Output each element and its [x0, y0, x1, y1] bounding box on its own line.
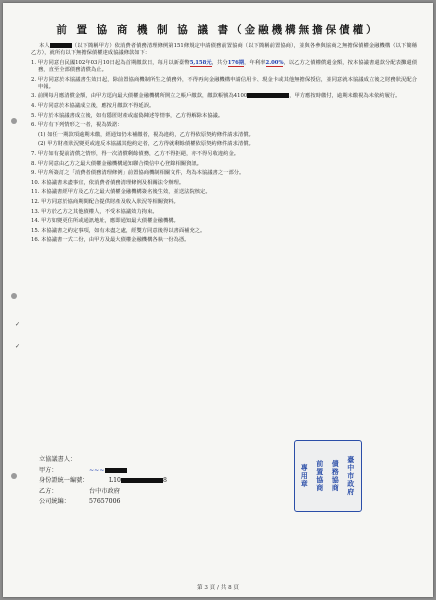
clause-text: 甲方同意自民國102年03月10日起為首期繳款日，每月以新臺幣 [37, 59, 190, 66]
id-number-row [39, 476, 167, 487]
clause-10 [31, 180, 417, 187]
redaction-bar [247, 93, 289, 98]
document-title: 前 置 協 商 機 制 協 議 書（金融機構無擔保債權） [56, 24, 380, 36]
clause-number: 16. [31, 237, 40, 244]
id-number-label: 身份證統一編號： [39, 477, 89, 484]
punch-hole [11, 118, 17, 124]
intro-paragraph [31, 43, 417, 57]
signature-heading: 立協議書人： [39, 456, 77, 463]
interest-rate: 2.00% [265, 59, 284, 66]
clause-text: 甲方如有提前清償之情形，得一次清償剩餘債務，乙方不得拒絕，亦不得另收違約金。 [37, 150, 240, 157]
company-id-row [39, 497, 167, 508]
clause-13 [31, 209, 417, 216]
clause-15 [31, 228, 417, 235]
clause-number: 6. [31, 122, 37, 129]
clause-number: 5. [31, 112, 37, 119]
redaction-bar [121, 478, 163, 483]
monthly-amount: 5,158元 [189, 59, 212, 66]
clause-text: ，甲方應按時繳付，逾期未繳視為未依約履行。 [289, 93, 401, 100]
clause-text: 甲方同意由乙方之最大債權金融機構通知聯合徵信中心登錄相關資訊。 [37, 160, 202, 167]
clause-5 [31, 113, 417, 120]
party-b-value: 台中市政府 [89, 487, 120, 495]
intro-text: （以下簡稱甲方）依消費者債務清理條例第151條規定申請債務前置協商（以下簡稱前置協商），並與各參與協商之無擔保債權金融機構（以下簡稱乙方），就所有以下無擔保債權達成協議條款如下： [31, 43, 417, 57]
clause-text: 甲方同意於本協議成立後，應按月繳款不得延誤。 [37, 102, 155, 109]
clause-12 [31, 199, 417, 206]
clause-text: 本協議書一式二份，由甲方及最大債權金融機構各執一份為憑。 [41, 237, 190, 244]
company-id-value: 57657006 [89, 498, 121, 505]
clause-text: 甲方於本協議書成立後，如有隱匿財產或虛偽陳述等情事，乙方得解除本協議。 [37, 112, 224, 119]
redaction-bar [105, 468, 127, 473]
id-number-prefix: L10 [109, 477, 121, 484]
clause-2 [31, 77, 417, 91]
clause-number: (2) [38, 141, 46, 148]
id-number-suffix: 8 [162, 477, 167, 484]
clause-number: 12. [31, 198, 40, 205]
clause-number: 1. [31, 59, 37, 66]
stamp-line: 債務協商 [331, 460, 341, 492]
clause-number: 2. [31, 76, 37, 83]
clause-number: 7. [31, 150, 37, 157]
clause-text: 甲方財產狀況變更或違反本協議其他約定者，乙方得就剩餘債權依原契約條件請求清償。 [47, 141, 254, 148]
clause-number: 8. [31, 160, 37, 167]
clause-7 [31, 151, 417, 158]
clause-number: 14. [31, 218, 40, 225]
party-b-label: 乙方： [39, 487, 58, 495]
clause-text: 甲方於乙方之其他債權人，不受本協議效力拘束。 [41, 208, 158, 215]
clause-number: 10. [31, 179, 40, 186]
page-number: 第 3 頁 / 共 8 頁 [196, 585, 240, 591]
clause-1 [31, 60, 417, 74]
clause-number: 15. [31, 227, 40, 234]
clause-number: 13. [31, 208, 40, 215]
document-page [3, 3, 433, 597]
party-b-row [39, 487, 167, 498]
clause-text: 本協議書未盡事宜，依消費者債務清理條例及相關法令辦理。 [41, 179, 185, 186]
clause-text: 甲方所簽訂之「消費者債務清理條例」前置協商機制相關文件，均為本協議書之一部分。 [37, 170, 245, 177]
margin-check-mark: ✓ [15, 343, 21, 350]
redaction-bar [50, 43, 72, 48]
company-id-label: 公司統編： [39, 498, 70, 505]
clause-text: 甲方同意於協商期間配合提供財產及收入狀況等相關資料。 [41, 198, 179, 205]
party-a-row [39, 466, 167, 477]
clause-text: 如任一期款項逾期未繳，經通知仍未補繳者，視為違約，乙方得依原契約條件請求清償。 [47, 131, 254, 138]
signature-block [39, 455, 167, 508]
clause-11 [31, 189, 417, 196]
clause-4 [31, 103, 417, 110]
document-body [31, 43, 417, 247]
clause-number: 3. [31, 93, 37, 100]
clause-number: 9. [31, 170, 37, 177]
party-a-signature: ~~~ [89, 466, 105, 474]
punch-hole [11, 293, 17, 299]
clause-text: 本協議書之約定事項，如有未盡之處，經雙方同意後得以書面補充之。 [41, 227, 206, 234]
margin-check-mark: ✓ [15, 321, 21, 328]
clause-number: 4. [31, 102, 37, 109]
clause-3 [31, 93, 417, 100]
clause-6-item-1 [31, 132, 417, 139]
clause-16 [31, 237, 417, 244]
clause-9 [31, 170, 417, 177]
stamp-line: 臺中市政府 [346, 456, 356, 496]
clause-text: 甲方同意於本協議書生效日起，除前置協商機制所生之債務外，不得再向金融機構申請信用卡、現金卡或其他無擔保授信，並同意就本協議成立後之財務狀況配合申報。 [37, 76, 417, 90]
clause-14 [31, 218, 417, 225]
period-count: 176期 [227, 59, 245, 66]
clause-text: 本協議書經甲方及乙方之最大債權金融機構簽名後生效，並送法院核定。 [41, 189, 211, 196]
clause-text: ，以乙方之債權償還金額，按本協議書還款分配表攤還債務，直至全部債務清償為止。 [38, 59, 418, 73]
clause-text: 甲方有下列情形之一者，視為毀諾： [37, 122, 123, 129]
clause-text: ，共分 [211, 59, 228, 66]
clause-6-item-2 [31, 141, 417, 148]
punch-hole [11, 473, 17, 479]
stamp-line: 前置協商 [315, 460, 325, 492]
clause-text: 甲方如變更住所或通訊地址，應即通知最大債權金融機構。 [41, 218, 179, 225]
stamp-line: 專用章 [300, 464, 310, 488]
intro-text: 本人 [39, 43, 50, 49]
clause-number: (1) [38, 131, 46, 138]
clause-text: 前開每月應清償金額，由甲方逕向最大債權金融機構所開立之帳戶繳款，繳款帳號為4100 [37, 93, 248, 100]
official-stamp [294, 440, 362, 512]
clause-number: 11. [31, 189, 40, 196]
clause-text: ，年利率 [244, 59, 266, 66]
clause-8 [31, 161, 417, 168]
party-a-label: 甲方： [39, 466, 58, 474]
clause-6 [31, 122, 417, 129]
